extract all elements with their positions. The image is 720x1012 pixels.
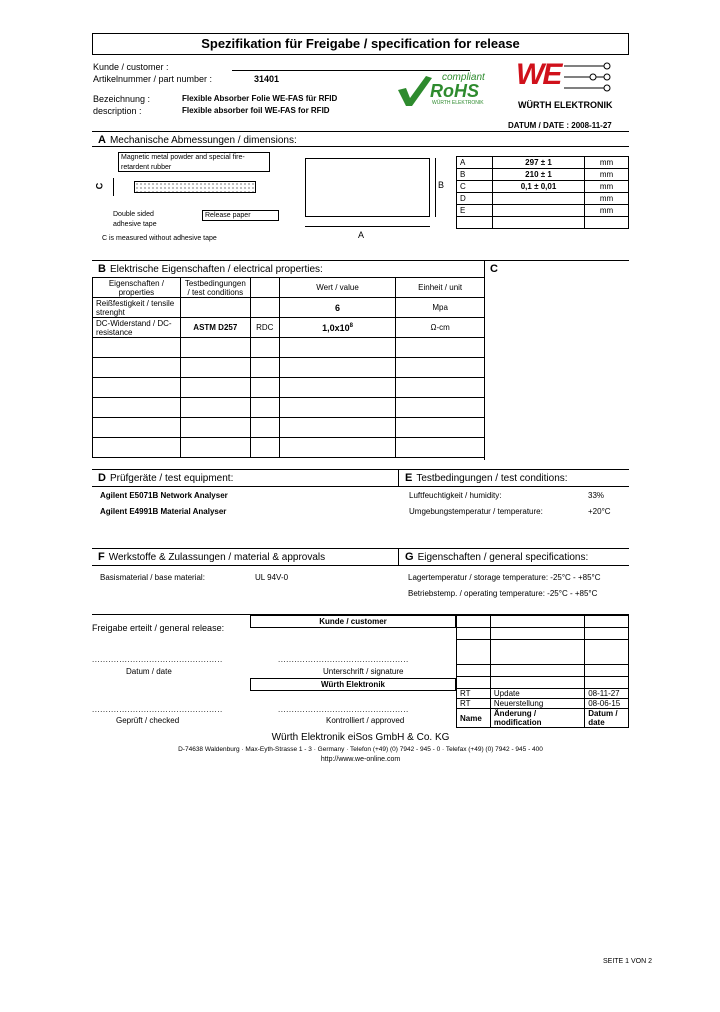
de-divider <box>398 469 399 486</box>
condition-cell: ASTM D257 <box>180 318 250 338</box>
dimension-name: D <box>457 193 493 205</box>
base-material-label: Basismaterial / base material: <box>100 573 205 582</box>
rev-change-1: Update <box>490 689 584 699</box>
electrical-row <box>93 298 485 318</box>
storage-temp: Lagertemperatur / storage temperature: -25°C - +85°C <box>408 573 601 582</box>
a-dim-line <box>305 226 430 227</box>
label-b: B <box>438 180 445 190</box>
unit-cell: Mpa <box>396 298 485 318</box>
section-b-top-line <box>92 260 629 261</box>
rev-initials-2: RT <box>457 699 491 709</box>
section-c-letter: C <box>490 263 498 275</box>
footer-url[interactable]: http://www.we-online.com <box>320 756 401 763</box>
section-f-title: F Werkstoffe & Zulassungen / material & approvals <box>98 551 326 563</box>
dimension-name: B <box>457 169 493 181</box>
section-b-title: B Elektrische Eigenschaften / electrical properties: <box>98 263 323 275</box>
rev-date-1: 08-11-27 <box>585 689 629 699</box>
date-dots: ................................................ <box>92 655 223 664</box>
dimension-unit: mm <box>585 193 629 205</box>
checked-dots: ................................................ <box>92 705 223 714</box>
rohs-logo <box>396 74 502 108</box>
header-divider <box>92 131 629 132</box>
dimension-value <box>493 193 585 205</box>
we-circuit-icon <box>564 60 616 94</box>
property-cell: Reißfestigkeit / tensile strenght <box>93 298 181 318</box>
dimension-name: E <box>457 205 493 217</box>
section-g-letter: G <box>405 551 414 563</box>
dimension-unit: mm <box>585 169 629 181</box>
signature-dots: ................................................ <box>278 655 409 664</box>
section-a-title: A Mechanische Abmessungen / dimensions: <box>98 134 297 146</box>
section-c-title <box>490 263 502 275</box>
release-label: Freigabe erteilt / general release: <box>92 623 225 633</box>
dimension-value: 297 ± 1 <box>493 157 585 169</box>
symbol-cell: RDC <box>250 318 279 338</box>
rev-header-name: Name <box>457 709 491 728</box>
description-value: Flexible absorber foil WE-FAS for RFID <box>182 106 330 115</box>
rev-initials-1: RT <box>457 689 491 699</box>
section-e-title: E Testbedingungen / test conditions: <box>405 472 568 484</box>
electrical-header-row <box>93 278 485 298</box>
designation-value: Flexible Absorber Folie WE-FAS für RFID <box>182 94 338 103</box>
section-a-letter: A <box>98 134 106 146</box>
rohs-text: RoHS <box>430 81 479 101</box>
checked-label: Geprüft / checked <box>116 716 180 725</box>
layer-drawing <box>134 181 256 193</box>
section-a-line <box>92 146 629 147</box>
section-fg-top-line <box>92 548 629 549</box>
we-company-text: WÜRTH ELEKTRONIK <box>518 100 613 110</box>
electrical-row <box>93 318 485 338</box>
section-de-line <box>92 486 629 487</box>
dimension-unit: mm <box>585 181 629 193</box>
humidity-value: 33% <box>588 491 605 500</box>
section-de-top-line <box>92 469 629 470</box>
value-text: 6 <box>335 302 341 313</box>
dimensions-table <box>456 156 629 229</box>
c-dim-line <box>113 178 114 196</box>
we-logo <box>514 58 618 110</box>
revision-table <box>456 615 629 728</box>
page-title: Spezifikation für Freigabe / specification for release <box>92 33 629 55</box>
dimension-row <box>457 193 629 205</box>
powder-note: Magnetic metal powder and special fire-retardent rubber <box>118 152 270 172</box>
date-text: DATUM / DATE : 2008-11-27 <box>508 121 612 130</box>
property-cell: DC-Widerstand / DC-resistance <box>93 318 181 338</box>
humidity-label: Luftfeuchtigkeit / humidity: <box>409 491 502 500</box>
customer-label: Kunde / customer : <box>93 62 169 72</box>
electrical-header-cell: Wert / value <box>279 278 396 298</box>
electrical-header-cell <box>250 278 279 298</box>
b-dim-line <box>435 158 436 217</box>
electrical-header-cell: Testbedingungen / test conditions <box>180 278 250 298</box>
dimension-row <box>457 205 629 217</box>
electrical-table <box>92 277 485 458</box>
dimension-row <box>457 181 629 193</box>
condition-cell <box>180 298 250 318</box>
section-d-title: D Prüfgeräte / test equipment: <box>98 472 234 484</box>
value-cell <box>279 318 396 338</box>
part-number-value: 31401 <box>254 74 280 84</box>
customer-header: Kunde / customer <box>250 615 456 628</box>
approved-dots: ................................................ <box>278 705 409 714</box>
we-logo-text: WE <box>516 58 561 91</box>
equipment-item-2: Agilent E4991B Material Analyser <box>100 507 227 516</box>
designation-label: Bezeichnung : <box>93 94 151 104</box>
dimension-value: 0,1 ± 0,01 <box>493 181 585 193</box>
dimension-unit: mm <box>585 157 629 169</box>
fg-divider <box>398 548 399 565</box>
c-measure-note: C is measured without adhesive tape <box>102 235 217 242</box>
label-c-side: C <box>94 182 105 190</box>
dimension-row <box>457 157 629 169</box>
footer-company: Würth Elektronik eiSos GmbH & Co. KG <box>271 732 450 743</box>
signature-label: Unterschrift / signature <box>323 667 404 676</box>
rohs-compliant-text: compliant <box>442 72 485 83</box>
value-exponent: 8 <box>349 322 353 329</box>
description-label: description : <box>93 106 142 116</box>
sheet-drawing <box>305 158 430 217</box>
dimension-name: C <box>457 181 493 193</box>
section-e-letter: E <box>405 472 413 484</box>
electrical-header-cell: Eigenschaften / properties <box>93 278 181 298</box>
rev-header-date: Datum / date <box>585 709 629 728</box>
temperature-label: Umgebungstemperatur / temperature: <box>409 507 543 516</box>
section-f-letter: F <box>98 551 105 563</box>
section-fg-line <box>92 565 629 566</box>
dimension-row <box>457 169 629 181</box>
dimension-unit: mm <box>585 205 629 217</box>
label-a: A <box>358 230 365 240</box>
section-d-letter: D <box>98 472 106 484</box>
dimension-name: A <box>457 157 493 169</box>
dimension-value: 210 ± 1 <box>493 169 585 181</box>
customer-line <box>232 70 470 71</box>
release-note: Release paper <box>202 210 279 221</box>
rev-change-2: Neuerstellung <box>490 699 584 709</box>
temperature-value: +20°C <box>588 507 611 516</box>
value-text: 1,0x10 <box>322 322 350 333</box>
date-label: Datum / date <box>126 667 172 676</box>
rev-header-change: Änderung / modification <box>490 709 584 728</box>
part-number-label: Artikelnummer / part number : <box>93 74 213 84</box>
section-b-letter: B <box>98 263 106 275</box>
page-number: SEITE 1 VON 2 <box>603 958 653 965</box>
equipment-item-1: Agilent E5071B Network Analyser <box>100 491 228 500</box>
unit-cell: Ω-cm <box>396 318 485 338</box>
rohs-sub-text: WÜRTH ELEKTRONIK <box>432 100 484 106</box>
operating-temp: Betriebstemp. / operating temperature: -25°C - +85°C <box>408 589 598 598</box>
base-material-value: UL 94V-0 <box>255 573 289 582</box>
dimension-value <box>493 205 585 217</box>
rev-date-2: 08-06-15 <box>585 699 629 709</box>
symbol-cell <box>250 298 279 318</box>
adhesive-note: Double sided adhesive tape <box>113 211 157 228</box>
electrical-header-cell: Einheit / unit <box>396 278 485 298</box>
value-cell <box>279 298 396 318</box>
approved-label: Kontrolliert / approved <box>326 716 405 725</box>
we-header: Würth Elektronik <box>250 678 456 691</box>
section-g-title: G Eigenschaften / general specifications: <box>405 551 589 563</box>
footer-address: D-74638 Waldenburg · Max-Eyth-Strasse 1 - 3 · Germany · Telefon (+49) (0) 7942 - 945 - 0 · Telefax (+49) (0) 7942 - 945 - 400 <box>178 746 543 753</box>
